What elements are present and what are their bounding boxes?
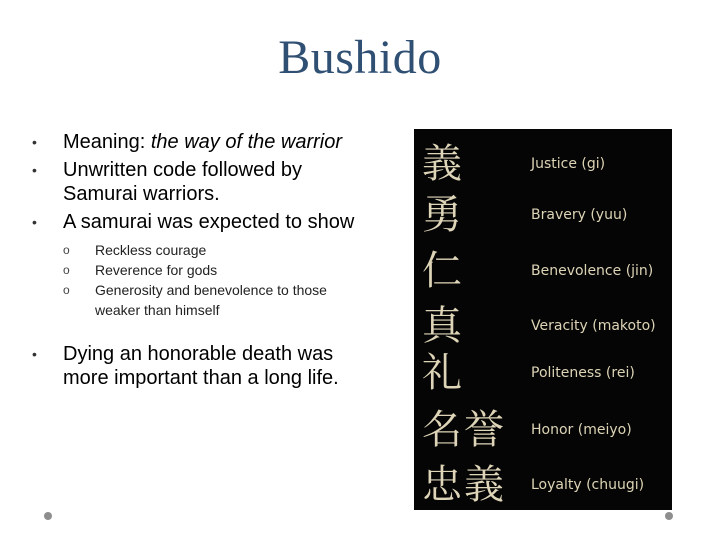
kanji-veracity: 真 [422,303,464,349]
virtue-label-benevolence: Benevolence (jin) [531,263,654,279]
kanji-politeness: 礼 [422,350,464,396]
virtue-row-veracity [414,301,672,351]
sub-bullet-circle-icon: o [63,283,70,297]
virtue-row-honor [414,405,672,455]
sub-bullet-text: Generosity and benevolence to those weaker than himself [95,282,327,318]
bullet-expected [30,210,360,338]
sub-bullet-text: Reverence for gods [95,262,218,278]
kanji-justice: 義 [422,141,464,187]
virtue-row-loyalty [414,460,672,510]
virtue-label-politeness: Politeness (rei) [531,365,635,381]
bushido-virtues-image [414,129,672,510]
virtue-row-bravery [414,190,672,240]
virtue-label-justice: Justice (gi) [531,156,606,172]
virtue-label-honor: Honor (meiyo) [531,422,632,438]
sub-bullet-circle-icon: o [63,243,70,257]
bullet-text: Dying an honorable death was more important than a long life. [63,343,339,389]
bullet-text: A samurai was expected to show [63,211,355,233]
bullet-list [30,130,360,394]
meaning-prefix: Meaning: [63,131,151,153]
meaning-emphasis: the way of the warrior [150,131,343,153]
sub-bullet-item [63,240,360,260]
bullet-dot-icon: • [32,214,37,230]
virtue-label-loyalty: Loyalty (chuugi) [531,477,645,493]
virtue-row-justice [414,139,672,189]
sub-bullet-text: Reckless courage [95,242,207,258]
sub-bullet-item [63,260,360,280]
kanji-benevolence: 仁 [422,248,464,294]
virtue-label-veracity: Veracity (makoto) [531,318,656,334]
virtue-label-bravery: Bravery (yuu) [531,207,628,223]
kanji-loyalty: 忠義 [422,462,506,508]
bullet-meaning [30,130,360,154]
virtue-row-benevolence [414,246,672,296]
sub-bullet-item [63,280,360,320]
bullet-dot-icon: • [32,162,37,178]
sub-bullet-list [63,240,360,320]
bullet-unwritten-code [30,158,360,206]
corner-dot-right-icon [665,512,673,520]
bullet-honorable-death [30,342,360,390]
sub-bullet-circle-icon: o [63,263,70,277]
kanji-bravery: 勇 [422,192,464,238]
corner-dot-left-icon [44,512,52,520]
bullet-dot-icon: • [32,346,37,362]
kanji-honor: 名誉 [422,407,506,453]
bullet-text: Unwritten code followed by Samurai warriors. [63,159,303,205]
bullet-dot-icon: • [32,134,37,150]
slide-title: Bushido [278,31,442,84]
virtue-row-politeness [414,348,672,398]
